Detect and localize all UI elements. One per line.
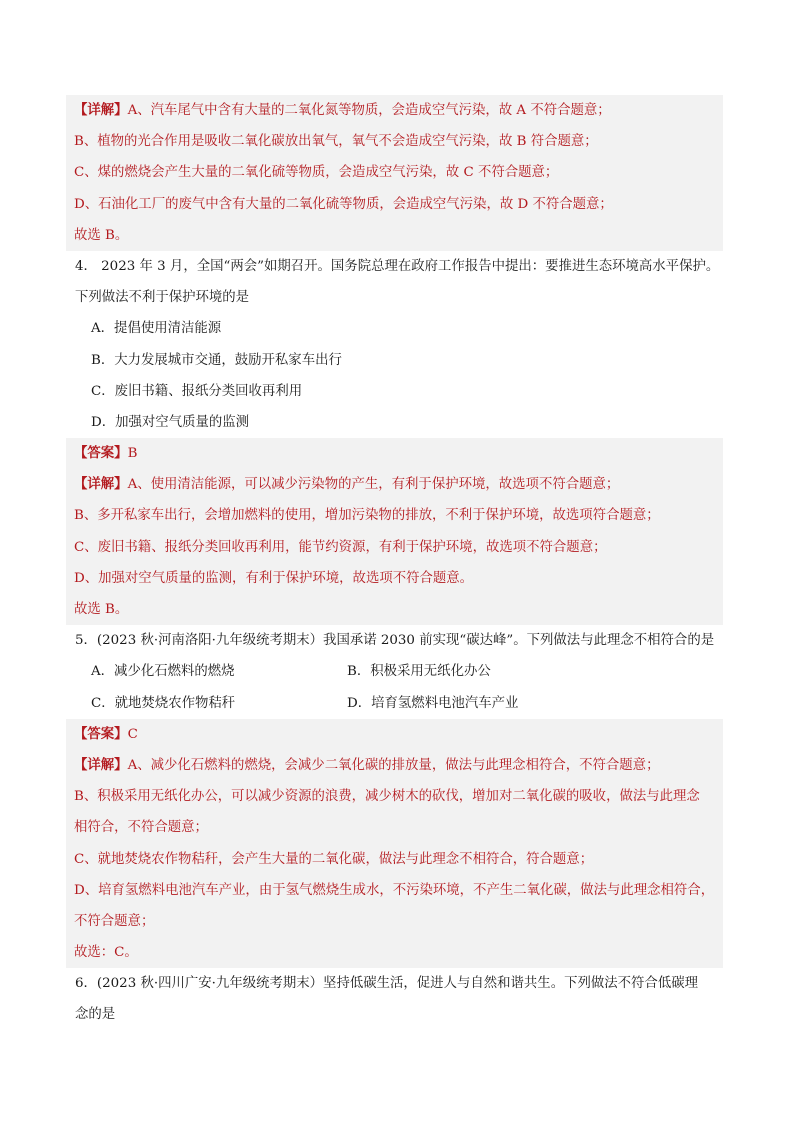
explanation-text: B、多开私家车出行，会增加燃料的使用，增加污染物的排放，不利于保护环境，故选项符合题意；	[74, 508, 660, 524]
document-page	[66, 95, 723, 1031]
explanation-line	[66, 781, 723, 812]
explanation-line	[66, 594, 723, 625]
question-4	[66, 251, 723, 438]
detail-tag: 【详解】	[74, 102, 128, 118]
option-a: A．减少化石燃料的燃烧	[91, 664, 235, 680]
explanation-line	[66, 563, 723, 594]
question-stem: 4． 2023 年 3 月，全国“两会”如期召开。国务院总理在政府工作报告中提出：要推进生态环境高水平保护。	[75, 258, 720, 274]
answer-block-q4	[66, 438, 723, 625]
explanation-text: C、废旧书籍、报纸分类回收再利用，能节约资源，有利于保护环境，故选项不符合题意；	[74, 539, 607, 555]
question-stem: 念的是	[75, 1007, 116, 1023]
answer-value: B	[127, 446, 138, 462]
option-b: B．大力发展城市交通，鼓励开私家车出行	[91, 352, 342, 368]
answer-line	[66, 438, 723, 469]
explanation-line	[66, 500, 723, 531]
explanation-text: D、加强对空气质量的监测，有利于保护环境，故选项不符合题意。	[74, 570, 474, 586]
explanation-line	[66, 126, 723, 157]
explanation-line	[66, 875, 723, 906]
option-a: A．提倡使用清洁能源	[91, 321, 222, 337]
explanation-text: 故选：C。	[74, 945, 138, 961]
explanation-text: A、使用清洁能源，可以减少污染物的产生，有利于保护环境，故选项不符合题意；	[127, 477, 620, 493]
option-d: D．加强对空气质量的监测	[91, 414, 250, 430]
question-6	[66, 968, 723, 1030]
answer-tag: 【答案】	[74, 445, 128, 462]
explanation-line	[66, 844, 723, 875]
explanation-line	[66, 189, 723, 220]
option-d: D．培育氢燃料电池汽车产业	[347, 695, 519, 711]
option-c: C．就地焚烧农作物秸秆	[91, 695, 236, 711]
explanation-line	[66, 220, 723, 251]
explanation-text: D、石油化工厂的废气中含有大量的二氧化硫等物质，会造成空气污染，故 D 不符合题意；	[74, 196, 613, 212]
question-stem: 下列做法不利于保护环境的是	[75, 290, 250, 306]
explanation-text: 不符合题意；	[74, 913, 155, 929]
explanation-text: C、煤的燃烧会产生大量的二氧化硫等物质，会造成空气污染，故 C 不符合题意；	[74, 165, 559, 181]
answer-block-q5	[66, 719, 723, 969]
option-row	[66, 688, 723, 719]
explanation-line	[66, 750, 723, 781]
explanation-text: 故选 B。	[74, 227, 129, 243]
detail-tag: 【详解】	[74, 756, 128, 773]
explanation-line	[66, 469, 723, 500]
explanation-text: D、培育氢燃料电池汽车产业，由于氢气燃烧生成水，不污染环境，不产生二氧化碳，做法与此理念相符合，	[74, 882, 715, 898]
option-c: C．废旧书籍、报纸分类回收再利用	[91, 383, 303, 399]
explanation-line	[66, 812, 723, 843]
explanation-text: A、汽车尾气中含有大量的二氧化氮等物质，会造成空气污染，故 A 不符合题意；	[127, 103, 611, 118]
answer-tag: 【答案】	[74, 725, 128, 742]
detail-tag: 【详解】	[74, 476, 128, 493]
explanation-line	[66, 95, 723, 126]
explanation-text: 相符合，不符合题意；	[74, 820, 208, 836]
answer-value: C	[127, 726, 138, 742]
question-stem: 5．(2023 秋·河南洛阳·九年级统考期末）我国承诺 2030 前实现“碳达峰”。下列做法与此理念不相符合的是	[75, 633, 715, 649]
option-b: B．积极采用无纸化办公	[347, 664, 491, 680]
explanation-text: B、植物的光合作用是吸收二氧化碳放出氧气，氧气不会造成空气污染，故 B 符合题意；	[74, 134, 598, 150]
answer-line	[66, 719, 723, 750]
explanation-block-q3	[66, 95, 723, 251]
explanation-text: B、积极采用无纸化办公，可以减少资源的浪费，减少树木的砍伐，增加对二氧化碳的吸收，做法与此理念	[74, 789, 700, 805]
explanation-line	[66, 937, 723, 968]
question-stem: 6．(2023 秋·四川广安·九年级统考期末）坚持低碳生活，促进人与自然和谐共生。下列做法不符合低碳理	[75, 976, 698, 992]
explanation-line	[66, 906, 723, 937]
explanation-text: A、减少化石燃料的燃烧，会减少二氧化碳的排放量，做法与此理念相符合，不符合题意；	[127, 757, 660, 773]
question-5	[66, 625, 723, 719]
explanation-text: 故选 B。	[74, 602, 129, 617]
explanation-text: C、就地焚烧农作物秸秆，会产生大量的二氧化碳，做法与此理念不相符合，符合题意；	[74, 851, 594, 867]
explanation-line	[66, 157, 723, 188]
explanation-line	[66, 532, 723, 563]
option-row	[66, 656, 723, 687]
